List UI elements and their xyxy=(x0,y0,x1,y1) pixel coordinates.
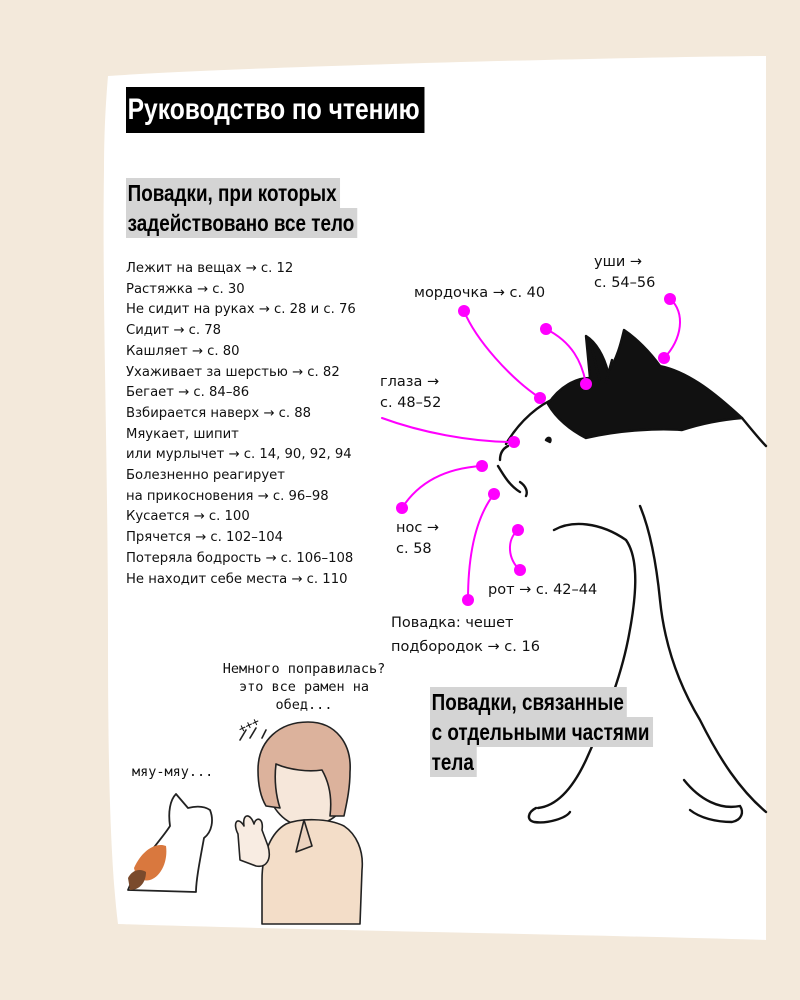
list-item: Кусается → с. 100 xyxy=(126,509,250,525)
ears-label xyxy=(594,252,655,294)
chin-label xyxy=(391,611,540,659)
label-line: с. 54–56 xyxy=(594,275,656,291)
woman-illustration xyxy=(236,722,363,924)
list-item: Потеряла бодрость → с. 106–108 xyxy=(126,550,354,566)
label-line: нос → xyxy=(396,520,440,536)
page-title: Руководство по чтению xyxy=(126,87,425,133)
list-item: Прячется → с. 102–104 xyxy=(126,530,283,546)
speech-line: обед... xyxy=(275,697,333,713)
nose-label xyxy=(396,518,439,560)
label-line: с. 48–52 xyxy=(380,395,442,411)
list-item: Кашляет → с. 80 xyxy=(126,343,240,359)
list-item: на прикосновения → с. 96–98 xyxy=(126,488,329,504)
label-line: подбородок → с. 16 xyxy=(391,639,540,655)
heading-line: тела xyxy=(430,747,477,777)
heading-line: Повадки, связанные xyxy=(430,687,627,717)
speech-line: это все рамен на xyxy=(238,679,370,695)
eyes-label xyxy=(380,372,441,414)
list-item: Не сидит на руках → с. 28 и с. 76 xyxy=(126,302,356,318)
behavior-list xyxy=(126,259,356,590)
small-cat-illustration xyxy=(128,794,212,892)
section-heading-whole-body xyxy=(126,178,357,238)
label-line: с. 58 xyxy=(396,541,432,557)
scribble-text: +++ xyxy=(236,714,262,736)
cat-sound-text: мяу-мяу... xyxy=(132,764,214,780)
list-item: Растяжка → с. 30 xyxy=(126,281,245,297)
label-line: глаза → xyxy=(380,374,440,390)
list-item: Взбирается наверх → с. 88 xyxy=(126,405,311,421)
section-heading-body-parts xyxy=(430,687,653,777)
label-line: уши → xyxy=(594,254,643,270)
list-item: Не находит себе места → с. 110 xyxy=(126,571,348,587)
list-item: Мяукает, шипит xyxy=(126,426,239,442)
list-item: Лежит на вещах → с. 12 xyxy=(126,261,294,276)
list-item: или мурлычет → с. 14, 90, 92, 94 xyxy=(126,447,352,463)
list-item: Болезненно реагирует xyxy=(126,468,285,484)
label-line: Повадка: чешет xyxy=(391,615,514,631)
speech-line: Немного поправилась? xyxy=(222,661,386,677)
heading-line: задействовано все тело xyxy=(126,208,357,238)
list-item: Сидит → с. 78 xyxy=(126,323,221,339)
list-item: Бегает → с. 84–86 xyxy=(126,385,250,401)
mouth-label: рот → с. 42–44 xyxy=(488,582,598,598)
speech-bubble-text xyxy=(214,660,394,714)
list-item: Ухаживает за шерстью → с. 82 xyxy=(126,364,340,380)
heading-line: Повадки, при которых xyxy=(126,178,340,208)
heading-line: с отдельными частями xyxy=(430,717,653,747)
muzzle-label: мордочка → с. 40 xyxy=(414,285,546,301)
